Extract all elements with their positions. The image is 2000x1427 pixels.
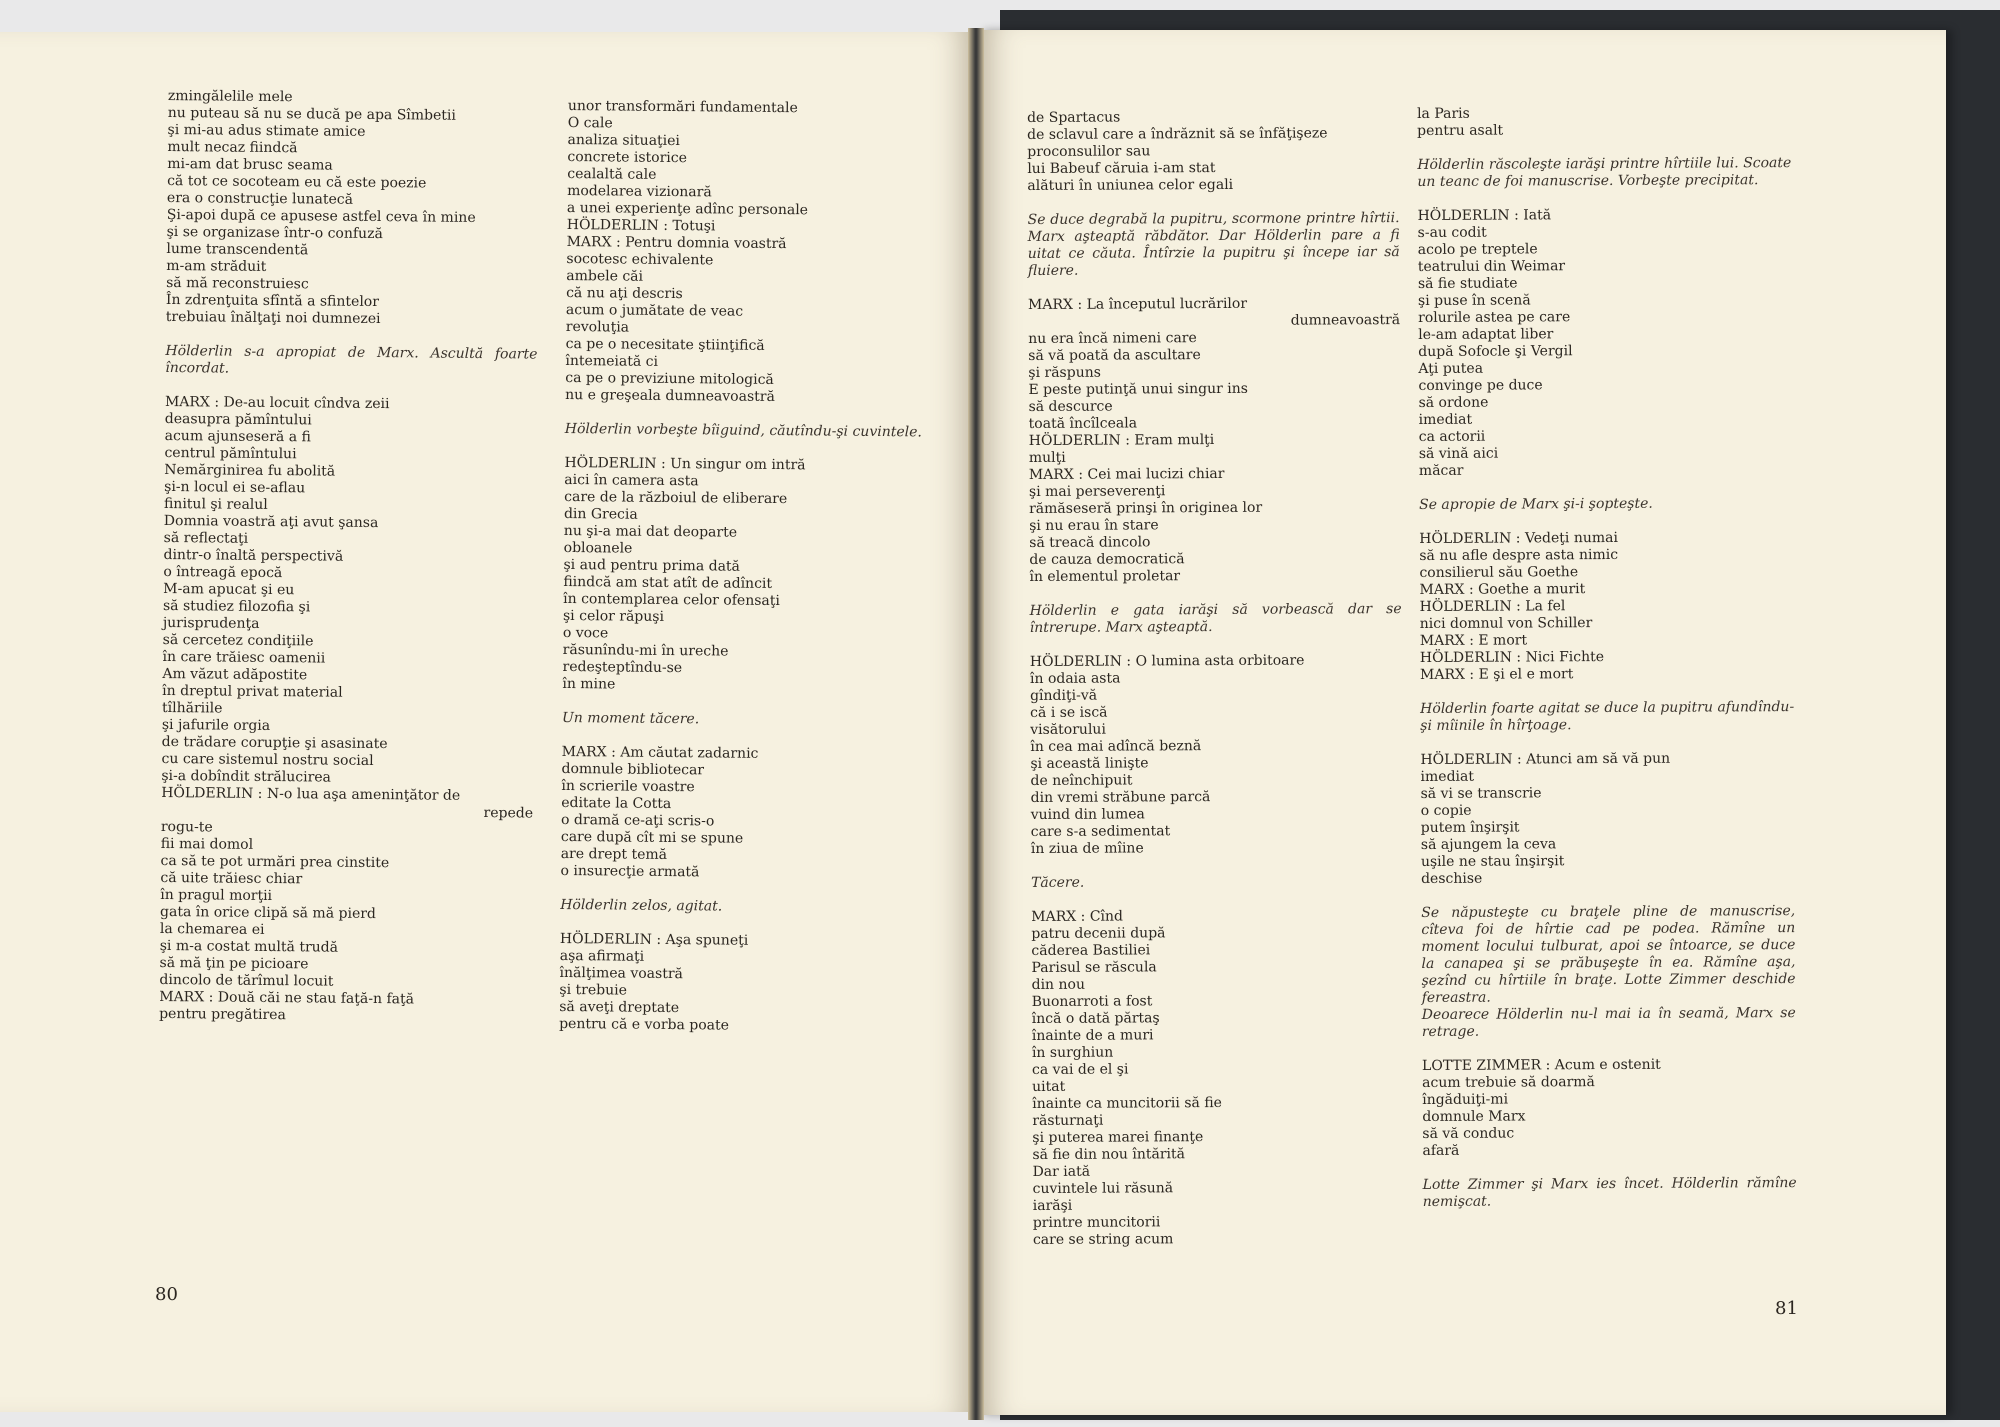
verse-line-continuation: dumneavoastră bbox=[1290, 312, 1401, 329]
verse-line: trebuiau înălţaţi noi dumnezei bbox=[165, 308, 381, 328]
verse-line: imediat bbox=[1420, 768, 1475, 785]
verse-line: care după cît mi se spune bbox=[560, 828, 744, 847]
stanza-gap bbox=[1030, 635, 1402, 654]
verse-line: redeşteptîndu-se bbox=[562, 658, 683, 677]
verse-line: înainte ca muncitorii să fie bbox=[1032, 1094, 1222, 1112]
verse-line: să vină aici bbox=[1418, 445, 1499, 462]
verse-line: căderea Bastiliei bbox=[1031, 942, 1151, 959]
verse-line: de neînchipuit bbox=[1030, 772, 1133, 789]
verse-line: nu puteau să nu se ducă pe apa Sîmbetii bbox=[167, 104, 456, 124]
verse-line: consilierul său Goethe bbox=[1419, 564, 1579, 581]
verse-line: ca pe o previziune mitologică bbox=[565, 369, 774, 388]
verse-line: cealaltă cale bbox=[567, 165, 657, 183]
verse-line: socotesc echivalente bbox=[566, 250, 714, 269]
verse-line: măcar bbox=[1418, 462, 1464, 479]
verse-line: concrete istorice bbox=[567, 148, 687, 167]
stanza-gap bbox=[1417, 138, 1791, 157]
verse-line: aici în camera asta bbox=[564, 471, 699, 490]
verse-line: ca actorii bbox=[1418, 428, 1486, 445]
left-page-column-2 bbox=[559, 98, 948, 1037]
verse-line: obloanele bbox=[563, 539, 633, 557]
verse-line: în mine bbox=[562, 675, 616, 693]
verse-line: să nu afle despre asta nimic bbox=[1419, 546, 1619, 564]
verse-line: HÖLDERLIN : Aşa spuneţi bbox=[559, 930, 749, 949]
verse-line: şi-a dobîndit strălucirea bbox=[161, 767, 332, 786]
right-page-column-2 bbox=[1417, 104, 1797, 1211]
verse-line: în scrierile voastre bbox=[561, 777, 695, 796]
verse-line: care s-a sedimentat bbox=[1030, 823, 1171, 840]
verse-line: care de la războiul de eliberare bbox=[564, 488, 788, 508]
verse-line: Buonarroti a fost bbox=[1031, 993, 1153, 1010]
verse-line: în pragul morţii bbox=[160, 886, 273, 905]
verse-line: nu e greşeala dumneavoastră bbox=[565, 386, 775, 405]
verse-line: şi se organizase într-o confuză bbox=[166, 223, 383, 243]
verse-line: din vremi străbune parcă bbox=[1030, 789, 1211, 806]
verse-line: a unei experienţe adînc personale bbox=[566, 199, 809, 219]
verse-line: Parisul se răscula bbox=[1031, 959, 1157, 976]
verse-line: şi puterea marei finanţe bbox=[1032, 1129, 1204, 1146]
verse-line: HÖLDERLIN : Atunci am să vă pun bbox=[1420, 750, 1671, 768]
stage-direction: Un moment tăcere. bbox=[561, 709, 700, 728]
verse-line: la chemarea ei bbox=[159, 920, 265, 938]
verse-line: să mă reconstruiesc bbox=[166, 274, 309, 293]
verse-line: HÖLDERLIN : Iată bbox=[1417, 207, 1552, 224]
verse-line: înălţimea voastră bbox=[559, 964, 683, 983]
verse-line: şi celor răpuşi bbox=[562, 607, 665, 625]
verse-line: şi mai perseverenţi bbox=[1028, 483, 1166, 500]
verse-line: îngăduiţi-mi bbox=[1422, 1091, 1509, 1108]
verse-line: HÖLDERLIN : La fel bbox=[1419, 598, 1566, 615]
verse-line: o voce bbox=[562, 624, 609, 642]
stanza-gap bbox=[1031, 856, 1403, 875]
verse-line: editate la Cotta bbox=[561, 794, 672, 813]
verse-line: pentru pregătirea bbox=[159, 1005, 286, 1024]
verse-line: printre muncitorii bbox=[1032, 1214, 1161, 1231]
verse-line: răsturnaţi bbox=[1032, 1112, 1104, 1129]
verse-line: să studiez filozofia şi bbox=[162, 597, 311, 616]
verse-line: acum o jumătate de veac bbox=[565, 301, 744, 320]
verse-line: şi puse în scenă bbox=[1417, 292, 1531, 309]
verse-line: ca pe o necesitate ştiinţifică bbox=[565, 335, 765, 354]
verse-line: de sclavul care a îndrăznit să se înfăţişeze bbox=[1027, 125, 1328, 143]
verse-line: MARX : Cei mai lucizi chiar bbox=[1028, 465, 1225, 483]
verse-line: Domnia voastră aţi avut şansa bbox=[163, 512, 379, 532]
verse-line: în care trăiesc oamenii bbox=[162, 648, 326, 667]
verse-line: în contemplarea celor ofensaţi bbox=[563, 590, 780, 610]
verse-line: lume transcendentă bbox=[166, 240, 309, 259]
verse-line: uitat bbox=[1032, 1078, 1066, 1095]
right-page-column-1 bbox=[1027, 108, 1405, 1249]
verse-line: cu care sistemul nostru social bbox=[161, 750, 374, 770]
verse-line: dintr-o înaltă perspectivă bbox=[163, 546, 344, 565]
verse-line: şi m-a costat multă trudă bbox=[159, 937, 339, 956]
verse-line: afară bbox=[1422, 1142, 1460, 1159]
verse-line: le-am adaptat liber bbox=[1418, 326, 1554, 343]
verse-line: acum trebuie să doarmă bbox=[1422, 1074, 1595, 1091]
verse-line: domnule Marx bbox=[1422, 1108, 1526, 1125]
verse-line: HÖLDERLIN : Eram mulţi bbox=[1028, 432, 1215, 449]
verse-line: Şi-apoi după ce apusese astfel ceva în mine bbox=[166, 206, 476, 226]
verse-line: modelarea vizionară bbox=[567, 182, 712, 201]
verse-line: aşa afirmaţi bbox=[559, 947, 645, 965]
verse-line: din Grecia bbox=[563, 505, 638, 523]
verse-line: să vă conduc bbox=[1422, 1125, 1515, 1142]
stage-direction: Hölderlin foarte agitat se duce la pupitru afundîndu-şi mîinile în hîrţoage. bbox=[1420, 699, 1795, 734]
verse-line: să treacă dincolo bbox=[1029, 534, 1151, 551]
verse-line: să ajungem la ceva bbox=[1420, 836, 1557, 853]
verse-line: întemeiată ci bbox=[565, 352, 659, 370]
stanza-gap bbox=[1031, 890, 1403, 909]
verse-line: MARX : Am căutat zadarnic bbox=[561, 743, 759, 762]
verse-line: HÖLDERLIN : N-o lua aşa ameninţător de bbox=[161, 784, 461, 804]
verse-line: deasupra pămîntului bbox=[164, 410, 312, 429]
verse-line: m-am străduit bbox=[166, 257, 267, 275]
verse-line: dincolo de tărîmul locuit bbox=[159, 971, 334, 990]
verse-line: s-au codit bbox=[1417, 224, 1487, 241]
verse-line: MARX : De-au locuit cîndva zeii bbox=[164, 393, 390, 413]
stanza-gap bbox=[1420, 682, 1794, 701]
verse-line: fiindcă am stat atît de adîncit bbox=[563, 573, 773, 592]
verse-line: În zdrenţuita sfîntă a sfintelor bbox=[165, 291, 380, 311]
stage-direction: Se duce degrabă la pupitru, scormone printre hîrtii. Marx aşteaptă răbdător. Dar Hölderlin pare a fi uitat ce căuta. Întîrzie la pupitru şi începe iar să fluiere. bbox=[1027, 210, 1400, 279]
stage-direction: Deoarece Hölderlin nu-l mai ia în seamă, Marx se retrage. bbox=[1421, 1005, 1796, 1040]
verse-line: în cea mai adîncă beznă bbox=[1030, 738, 1202, 755]
verse-line: iarăşi bbox=[1032, 1197, 1073, 1214]
verse-line: Dar iată bbox=[1032, 1163, 1091, 1180]
verse-line: de trădare corupţie şi asasinate bbox=[161, 733, 388, 753]
verse-line: să ordone bbox=[1418, 394, 1489, 411]
verse-line: şi nu erau în stare bbox=[1029, 517, 1159, 534]
verse-line: să descurce bbox=[1028, 398, 1113, 415]
verse-line: să aveţi dreptate bbox=[559, 998, 680, 1017]
verse-line: şi trebuie bbox=[559, 981, 627, 999]
stanza-gap bbox=[1422, 1039, 1796, 1058]
verse-line: rogu-te bbox=[160, 818, 213, 836]
stanza-gap bbox=[1420, 733, 1794, 752]
verse-line: ambele căi bbox=[566, 267, 644, 285]
verse-line: nici domnul von Schiller bbox=[1419, 615, 1593, 632]
verse-line: proconsulilor sau bbox=[1027, 143, 1151, 160]
verse-line: gata în orice clipă să mă pierd bbox=[160, 903, 377, 923]
verse-line: alături în uniunea celor egali bbox=[1027, 176, 1234, 194]
verse-line: rolurile astea pe care bbox=[1418, 309, 1571, 326]
verse-line: uşile ne stau înşirşit bbox=[1420, 853, 1565, 870]
verse-line: şi răspuns bbox=[1028, 364, 1101, 381]
verse-line: vuind din lumea bbox=[1030, 806, 1145, 823]
verse-line: MARX : Goethe a murit bbox=[1419, 581, 1586, 598]
verse-line: Am văzut adăpostite bbox=[162, 665, 308, 684]
verse-line: HÖLDERLIN : Totuşi bbox=[566, 216, 716, 235]
verse-line: o întreagă epocă bbox=[163, 563, 283, 582]
stage-direction: Hölderlin zelos, agitat. bbox=[560, 896, 723, 915]
verse-line: ca vai de el şi bbox=[1031, 1061, 1129, 1078]
verse-line: HÖLDERLIN : Vedeţi numai bbox=[1419, 529, 1619, 547]
verse-line: să fie din nou întărită bbox=[1032, 1146, 1185, 1163]
verse-line: Nemărginirea fu abolită bbox=[164, 461, 336, 480]
verse-line: şi jafurile orgia bbox=[161, 716, 271, 735]
verse-line: lui Babeuf căruia i-am stat bbox=[1027, 160, 1216, 177]
verse-line: domnule bibliotecar bbox=[561, 760, 705, 779]
stage-direction: Hölderlin s-a apropiat de Marx. Ascultă foarte încordat. bbox=[165, 342, 538, 377]
verse-line: în ziua de mîine bbox=[1030, 840, 1144, 857]
verse-line: că nu aţi descris bbox=[566, 284, 683, 303]
verse-line: cuvintele lui răsună bbox=[1032, 1180, 1174, 1197]
verse-line: revoluţia bbox=[565, 318, 630, 336]
verse-line: centrul pămîntului bbox=[164, 444, 297, 463]
stage-direction: Se apropie de Marx şi-i şopteşte. bbox=[1419, 495, 1653, 513]
verse-line: în dreptul privat material bbox=[162, 682, 343, 701]
verse-line: HÖLDERLIN : Un singur om intră bbox=[564, 454, 806, 474]
stanza-gap bbox=[1423, 1158, 1797, 1177]
verse-line: ca să te pot urmări prea cinstite bbox=[160, 852, 390, 872]
verse-line: în surghiun bbox=[1031, 1044, 1114, 1061]
verse-line: MARX : Două căi ne stau faţă-n faţă bbox=[159, 988, 415, 1008]
verse-line: la Paris bbox=[1417, 105, 1470, 122]
verse-line: fii mai domol bbox=[160, 835, 254, 853]
verse-line: că uite trăiesc chiar bbox=[160, 869, 303, 888]
verse-line: înainte de a muri bbox=[1031, 1027, 1154, 1044]
verse-line: că i se iscă bbox=[1030, 704, 1108, 721]
verse-line: după Sofocle şi Vergil bbox=[1418, 343, 1573, 360]
verse-line: MARX : E mort bbox=[1419, 632, 1528, 649]
verse-line: M-am apucat şi eu bbox=[163, 580, 295, 599]
verse-line: pentru asalt bbox=[1417, 122, 1504, 139]
verse-line: MARX : E şi el e mort bbox=[1419, 666, 1574, 683]
verse-line: jurisprudenţa bbox=[162, 614, 260, 632]
verse-line: patru decenii după bbox=[1031, 925, 1166, 942]
verse-line: deschise bbox=[1421, 870, 1483, 887]
page-number-left: 80 bbox=[155, 1284, 178, 1305]
verse-line: MARX : La începutul lucrărilor bbox=[1027, 295, 1248, 313]
verse-line: şi-n locul ei se-aflau bbox=[164, 478, 306, 497]
book-spine-gutter bbox=[968, 28, 984, 1420]
stanza-gap bbox=[1421, 886, 1795, 905]
verse-line: toată încîlceala bbox=[1028, 415, 1138, 432]
verse-line: să fie studiate bbox=[1417, 275, 1518, 292]
stanza-gap bbox=[1419, 512, 1793, 531]
verse-line: MARX : Cînd bbox=[1031, 908, 1124, 925]
verse-line: de Spartacus bbox=[1027, 109, 1121, 126]
verse-line: o copie bbox=[1420, 802, 1472, 819]
verse-line: tîlhăriile bbox=[161, 699, 223, 717]
stage-direction: Hölderlin răscoleşte iarăşi printre hîrtiile lui. Scoate un teanc de foi manuscrise. Vorbeşte precipitat. bbox=[1417, 155, 1792, 190]
verse-line: E peste putinţă unui singur ins bbox=[1028, 380, 1248, 398]
verse-line: o insurecţie armată bbox=[560, 862, 700, 881]
verse-line: nu şi-a mai dat deoparte bbox=[563, 522, 738, 541]
verse-line: să mă ţin pe picioare bbox=[159, 954, 309, 973]
verse-line: finitul şi realul bbox=[163, 495, 268, 513]
stanza-gap bbox=[1027, 193, 1399, 212]
verse-line-continuation: repede bbox=[483, 805, 534, 822]
verse-line: rămăseseră prinşi în originea lor bbox=[1029, 499, 1263, 517]
verse-line: să reflectaţi bbox=[163, 529, 249, 547]
verse-line: era o construcţie lunatecă bbox=[166, 189, 354, 208]
verse-line: are drept temă bbox=[560, 845, 668, 863]
verse-line: şi această linişte bbox=[1030, 755, 1149, 772]
verse-line: o dramă ce-aţi scris-o bbox=[560, 811, 715, 830]
verse-line: în elementul proletar bbox=[1029, 568, 1181, 585]
verse-line: zmingălelile mele bbox=[167, 88, 293, 106]
verse-line: să vă poată da ascultare bbox=[1028, 347, 1201, 364]
verse-line: că tot ce socoteam eu că este poezie bbox=[167, 172, 427, 192]
verse-line: din nou bbox=[1031, 976, 1085, 993]
verse-line: gîndiţi-vă bbox=[1030, 687, 1098, 704]
stage-direction: Hölderlin vorbeşte bîiguind, căutîndu-şi cuvintele. bbox=[564, 420, 922, 441]
verse-line: mi-am dat brusc seama bbox=[167, 155, 333, 174]
stanza-gap bbox=[1417, 189, 1791, 208]
verse-line: analiza situaţiei bbox=[567, 131, 681, 150]
stage-direction: Lotte Zimmer şi Marx ies încet. Hölderlin rămîne nemişcat. bbox=[1422, 1175, 1797, 1210]
verse-line: şi mi-au adus stimate amice bbox=[167, 121, 366, 140]
verse-line: convinge pe duce bbox=[1418, 377, 1543, 394]
verse-line: mult necaz fiindcă bbox=[167, 138, 298, 157]
verse-line: să vi se transcrie bbox=[1420, 785, 1542, 802]
verse-line: să cercetez condiţiile bbox=[162, 631, 314, 650]
verse-line: acum ajunseseră a fi bbox=[164, 427, 311, 446]
stanza-gap bbox=[1028, 278, 1400, 297]
stage-direction: Tăcere. bbox=[1031, 874, 1085, 891]
verse-line: HÖLDERLIN : Nici Fichte bbox=[1419, 649, 1605, 666]
verse-line: mulţi bbox=[1028, 449, 1066, 466]
stanza-gap bbox=[1029, 584, 1401, 603]
verse-line: care se string acum bbox=[1032, 1231, 1174, 1248]
stage-direction: Hölderlin e gata iarăşi să vorbească dar se întrerupe. Marx aşteaptă. bbox=[1029, 601, 1402, 636]
verse-line: HÖLDERLIN : O lumina asta orbitoare bbox=[1029, 652, 1305, 670]
verse-line: şi aud pentru prima dată bbox=[563, 556, 741, 575]
verse-line: LOTTE ZIMMER : Acum e ostenit bbox=[1421, 1056, 1661, 1074]
verse-line: MARX : Pentru domnia voastră bbox=[566, 233, 787, 253]
verse-line: acolo pe treptele bbox=[1417, 241, 1538, 258]
page-number-right: 81 bbox=[1775, 1298, 1798, 1319]
verse-line: în odaia asta bbox=[1029, 670, 1121, 687]
verse-line: nu era încă nimeni care bbox=[1028, 330, 1197, 347]
stanza-gap bbox=[1419, 478, 1793, 497]
verse-line: imediat bbox=[1418, 411, 1473, 428]
verse-line: putem înşirşit bbox=[1420, 819, 1520, 836]
verse-line: visătorului bbox=[1030, 721, 1106, 738]
verse-line: teatrului din Weimar bbox=[1417, 258, 1566, 275]
left-page-column-1 bbox=[159, 88, 540, 1027]
verse-line: Aţi putea bbox=[1418, 360, 1484, 377]
verse-line: pentru că e vorba poate bbox=[559, 1015, 730, 1034]
verse-line: O cale bbox=[567, 114, 613, 132]
verse-line: de cauza democratică bbox=[1029, 551, 1185, 568]
verse-line: răsunîndu-mi în ureche bbox=[562, 641, 729, 660]
stage-direction: Se năpusteşte cu braţele pline de manuscrise, cîteva foi de hîrtie cad pe podea. Rămîne un moment locului tulburat, apoi se întoarce, se duce la canapea şi se prăbuşeşte în ea. Rămîne aşa, şezînd cu hîrtiile în braţe. Lotte Zimmer deschide fereastra. bbox=[1421, 903, 1796, 1006]
verse-line: unor transformări fundamentale bbox=[567, 98, 798, 117]
verse-line: încă o dată părtaş bbox=[1031, 1010, 1160, 1027]
